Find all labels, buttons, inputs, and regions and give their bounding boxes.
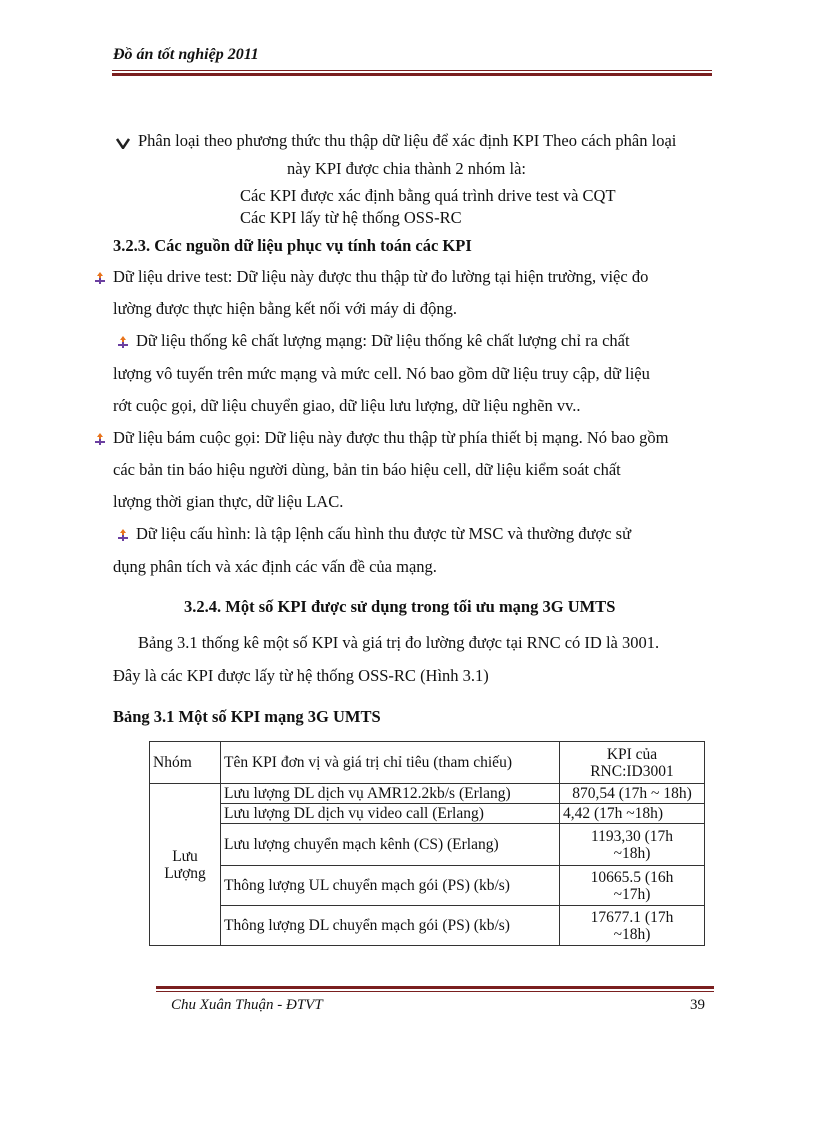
classify-item-1: Các KPI được xác định bằng quá trình drive test và CQT (240, 186, 616, 205)
kpi-name: Lưu lượng chuyển mạch kênh (CS) (Erlang) (221, 824, 560, 866)
table-caption: Bảng 3.1 Một số KPI mạng 3G UMTS (113, 707, 381, 726)
drive-test-line-1: Dữ liệu drive test: Dữ liệu này được thu thập từ đo lường tại hiện trường, việc đo (113, 267, 649, 286)
section-323-heading: 3.2.3. Các nguồn dữ liệu phục vụ tính toán các KPI (113, 236, 472, 255)
network-stats-line-3: rớt cuộc gọi, dữ liệu chuyển giao, dữ liệu lưu lượng, dữ liệu nghẽn vv.. (113, 396, 581, 415)
section-324-para-1: Bảng 3.1 thống kê một số KPI và giá trị đo lường được tại RNC có ID là 3001. (138, 633, 660, 652)
footer-rule-thick (156, 986, 714, 989)
kpi-value: 4,42 (17h ~18h) (560, 804, 705, 824)
page-number: 39 (690, 997, 705, 1013)
table-row (150, 824, 705, 866)
classify-line-1: Phân loại theo phương thức thu thập dữ liệu để xác định KPI Theo cách phân loại (138, 131, 677, 150)
call-trace-line-1: Dữ liệu bám cuộc gọi: Dữ liệu này được thu thập từ phía thiết bị mạng. Nó bao gồm (113, 428, 669, 447)
document-header-title: Đồ án tốt nghiệp 2011 (113, 46, 259, 63)
classify-item-2: Các KPI lấy từ hệ thống OSS-RC (240, 208, 462, 227)
network-stats-line-2: lượng vô tuyến trên mức mạng và mức cell. Nó bao gồm dữ liệu truy cập, dữ liệu (113, 364, 650, 383)
kpi-value: 17677.1 (17h ~18h) (560, 906, 705, 946)
kpi-name: Lưu lượng DL dịch vụ AMR12.2kb/s (Erlang) (221, 784, 560, 804)
header-rule-thin (112, 70, 712, 71)
table-row (150, 784, 705, 804)
arrow-plus-icon (94, 272, 106, 284)
kpi-value: 1193,30 (17h ~18h) (560, 824, 705, 866)
kpi-name: Thông lượng UL chuyển mạch gói (PS) (kb/s) (221, 866, 560, 906)
network-stats-line-1: Dữ liệu thống kê chất lượng mạng: Dữ liệu thống kê chất lượng chỉ ra chất (136, 331, 630, 350)
kpi-name: Lưu lượng DL dịch vụ video call (Erlang) (221, 804, 560, 824)
section-324-heading: 3.2.4. Một số KPI được sử dụng trong tối ưu mạng 3G UMTS (184, 597, 616, 616)
header-rule-thick (112, 73, 712, 76)
kpi-value: 10665.5 (16h ~17h) (560, 866, 705, 906)
kpi-name: Thông lượng DL chuyển mạch gói (PS) (kb/s) (221, 906, 560, 946)
kpi-value: 870,54 (17h ~ 18h) (560, 784, 705, 804)
arrow-plus-icon (117, 336, 129, 348)
table-row (150, 804, 705, 824)
group-cell: Lưu Lượng (150, 784, 221, 946)
footer-author: Chu Xuân Thuận - ĐTVT (171, 997, 323, 1013)
header-value: KPI của RNC:ID3001 (560, 742, 705, 784)
table-row (150, 906, 705, 946)
arrow-plus-icon (117, 529, 129, 541)
checkmark-v-icon (116, 136, 130, 154)
kpi-table (149, 741, 705, 946)
section-324-para-2: Đây là các KPI được lấy từ hệ thống OSS-RC (Hình 3.1) (113, 666, 489, 685)
footer-rule-thin (156, 991, 714, 992)
header-name: Tên KPI đơn vị và giá trị chỉ tiêu (tham chiếu) (221, 742, 560, 784)
config-line-1: Dữ liệu cấu hình: là tập lệnh cấu hình thu được từ MSC và thường được sử (136, 524, 632, 543)
drive-test-line-2: lường được thực hiện bằng kết nối với máy di động. (113, 299, 457, 318)
header-group: Nhóm (150, 742, 221, 784)
call-trace-line-2: các bản tin báo hiệu người dùng, bản tin báo hiệu cell, dữ liệu kiểm soát chất (113, 460, 621, 479)
config-line-2: dụng phân tích và xác định các vấn đề của mạng. (113, 557, 437, 576)
table-row (150, 866, 705, 906)
arrow-plus-icon (94, 433, 106, 445)
table-header-row (150, 742, 705, 784)
classify-line-2: này KPI được chia thành 2 nhóm là: (287, 159, 526, 178)
call-trace-line-3: lượng thời gian thực, dữ liệu LAC. (113, 492, 344, 511)
